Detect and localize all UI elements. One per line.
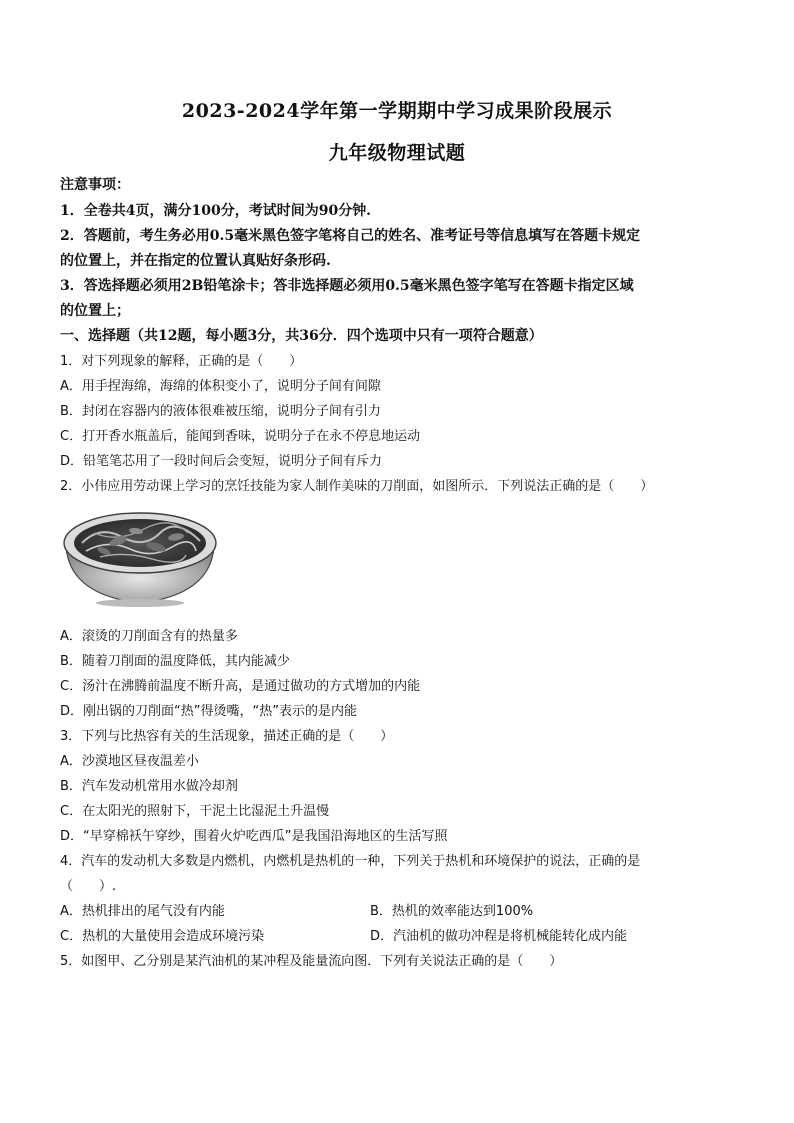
- section-heading: 一、选择题（共12题，每小题3分，共36分．四个选项中只有一项符合题意）: [60, 328, 543, 344]
- question-2-option-d: D．刚出锅的刀削面“热”得烫嘴，“热”表示的是内能: [60, 704, 357, 719]
- exam-subtitle: 九年级物理试题: [328, 142, 466, 164]
- question-1-option-d: D．铅笔笔芯用了一段时间后会变短，说明分子间有斥力: [60, 454, 383, 469]
- noodle-bowl-image: [60, 503, 220, 609]
- question-4-option-c: C．热机的大量使用会造成环境污染: [60, 929, 265, 944]
- note-3-line-1: 3．答选择题必须用2B铅笔涂卡；答非选择题必须用0.5毫米黑色签字笔写在答题卡指定区域: [60, 278, 634, 294]
- question-2-option-c: C．汤汁在沸腾前温度不断升高，是通过做功的方式增加的内能: [60, 679, 421, 694]
- exam-title: 2023-2024学年第一学期期中学习成果阶段展示: [181, 100, 613, 122]
- question-1-option-a: A．用手捏海绵，海绵的体积变小了，说明分子间有间隙: [60, 379, 381, 394]
- question-5-stem: 5．如图甲、乙分别是某汽油机的某冲程及能量流向图．下列有关说法正确的是（ ）: [60, 954, 563, 969]
- question-4-stem-continued: （ ）.: [60, 879, 117, 894]
- question-3-option-b: B．汽车发动机常用水做冷却剂: [60, 779, 238, 794]
- question-3-option-c: C．在太阳光的照射下，干泥土比湿泥土升温慢: [60, 804, 330, 819]
- question-4-option-d: D．汽油机的做功冲程是将机械能转化成内能: [370, 929, 628, 944]
- question-4-stem: 4．汽车的发动机大多数是内燃机，内燃机是热机的一种，下列关于热机和环境保护的说法，正确的是: [60, 854, 641, 869]
- note-1: 1．全卷共4页，满分100分，考试时间为90分钟.: [60, 203, 372, 219]
- question-2-stem: 2．小伟应用劳动课上学习的烹饪技能为家人制作美味的刀削面，如图所示．下列说法正确的是（ ）: [60, 479, 654, 494]
- note-2-line-1: 2．答题前，考生务必用0.5毫米黑色签字笔将自己的姓名、准考证号等信息填写在答题卡规定: [60, 228, 641, 244]
- question-4-option-b: B．热机的效率能达到100%: [370, 904, 534, 919]
- question-2-option-a: A．滚烫的刀削面含有的热量多: [60, 629, 238, 644]
- note-3-line-2: 的位置上；: [60, 303, 130, 319]
- notes-heading: 注意事项：: [60, 177, 130, 193]
- question-1-stem: 1．对下列现象的解释，正确的是（ ）: [60, 354, 303, 369]
- question-1-option-c: C．打开香水瓶盖后，能闻到香味，说明分子在永不停息地运动: [60, 429, 421, 444]
- question-3-option-d: D．“早穿棉袄午穿纱，围着火炉吃西瓜”是我国沿海地区的生活写照: [60, 829, 448, 844]
- question-4-option-a: A．热机排出的尾气没有内能: [60, 904, 225, 919]
- note-2-line-2: 的位置上，并在指定的位置认真贴好条形码.: [60, 253, 331, 269]
- question-3-stem: 3．下列与比热容有关的生活现象，描述正确的是（ ）: [60, 729, 394, 744]
- question-1-option-b: B．封闭在容器内的液体很难被压缩，说明分子间有引力: [60, 404, 381, 419]
- question-2-option-b: B．随着刀削面的温度降低，其内能减少: [60, 654, 290, 669]
- question-3-option-a: A．沙漠地区昼夜温差小: [60, 754, 199, 769]
